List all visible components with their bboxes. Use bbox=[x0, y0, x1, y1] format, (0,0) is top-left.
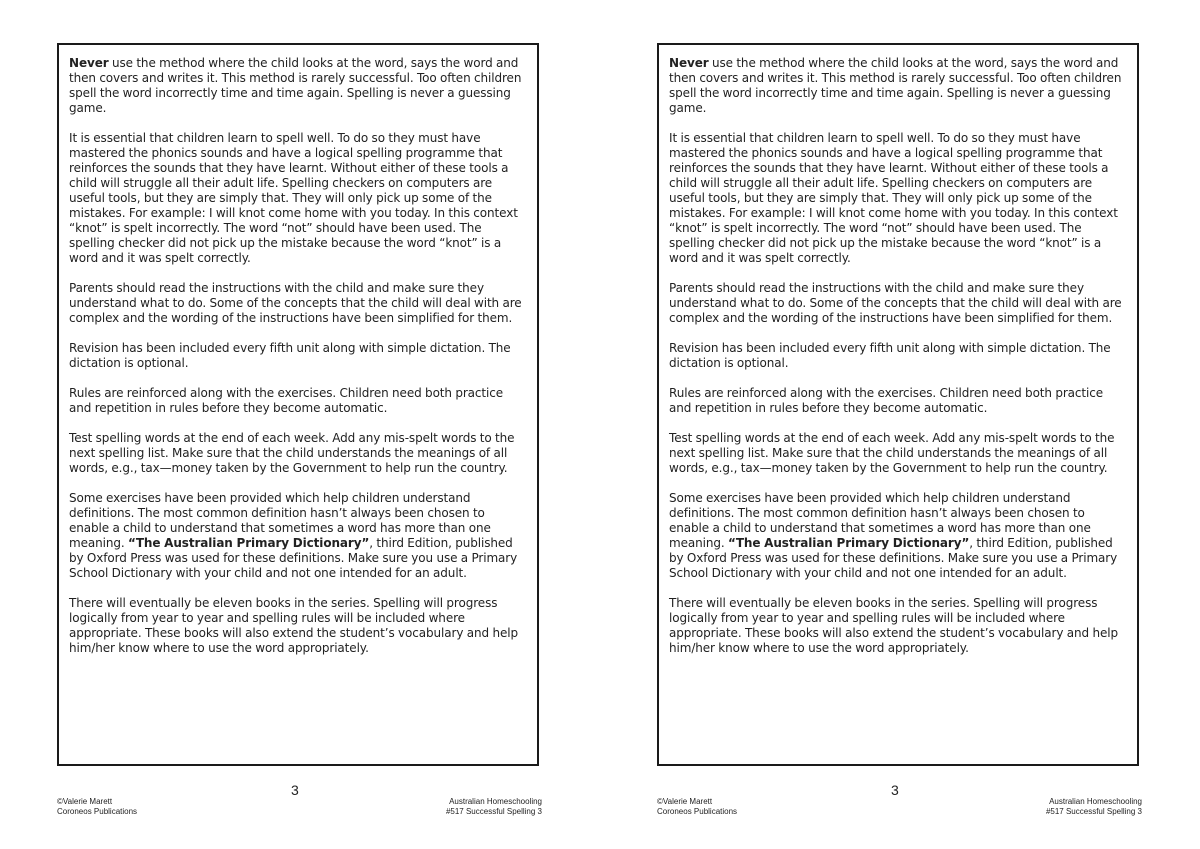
paragraph-5: Rules are reinforced along with the exercises. Children need both practice and repetition in rules before they become automatic. bbox=[69, 386, 504, 415]
paragraph-7-text-2: , third Edition, published by Oxford Press was used for these definitions. Make sure you use a Primary School Dictionary with your child and not one intended for an adult. bbox=[669, 536, 1118, 580]
footer-author: ©Valerie Marett bbox=[57, 797, 113, 806]
paragraph-7-text-2: , third Edition, published by Oxford Press was used for these definitions. Make sure you use a Primary School Dictionary with your child and not one intended for an adult. bbox=[69, 536, 518, 580]
paragraph-4: Revision has been included every fifth unit along with simple dictation. The dictation is optional. bbox=[69, 341, 511, 370]
page-number: 3 bbox=[891, 782, 899, 798]
paragraph-3: Parents should read the instructions with the child and make sure they understand what to do. Some of the concepts that the child will deal with are complex and the wording of the instructions have been simplified for them. bbox=[669, 281, 1122, 325]
footer-right bbox=[1046, 797, 1142, 817]
footer-left bbox=[657, 797, 737, 817]
paragraph-7-text: Some exercises have been provided which help children understand definitions. The most common definition hasn’t always been chosen to enable a child to understand that sometimes a word has more than one meaning. bbox=[69, 491, 491, 550]
paragraph-8: There will eventually be eleven books in the series. Spelling will progress logically from year to year and spelling rules will be included where appropriate. These books will also extend the student’s vocabulary and help him/her know where to use the word appropriately. bbox=[669, 596, 1119, 655]
paragraph-6: Test spelling words at the end of each week. Add any mis-spelt words to the next spelling list. Make sure that the child understands the meanings of all words, e.g., tax—money taken by the Government to help run the country. bbox=[69, 431, 515, 475]
footer-right bbox=[446, 797, 542, 817]
page-number: 3 bbox=[291, 782, 299, 798]
footer-book: #517 Successful Spelling 3 bbox=[1045, 807, 1142, 816]
paragraph-6: Test spelling words at the end of each week. Add any mis-spelt words to the next spelling list. Make sure that the child understands the meanings of all words, e.g., tax—money taken by the Government to help run the country. bbox=[669, 431, 1115, 475]
emphasis-never: Never bbox=[669, 56, 709, 70]
footer-org: Australian Homeschooling bbox=[449, 797, 542, 806]
paragraph-1 bbox=[669, 56, 1127, 116]
paragraph-5: Rules are reinforced along with the exercises. Children need both practice and repetition in rules before they become automatic. bbox=[669, 386, 1104, 415]
paragraph-1-text: use the method where the child looks at the word, says the word and then covers and writes it. This method is rarely successful. Too often children spell the word incorrectly time and time again. Spelling is never a guessing game. bbox=[669, 56, 1122, 115]
paragraph-2: It is essential that children learn to spell well. To do so they must have mastered the phonics sounds and have a logical spelling programme that reinforces the sounds that they have learnt. Without either of these tools a child will struggle all their adult life. Spelling checkers on computers are useful tools, but they are simply that. They will only pick up some of the mistakes. For example: I will knot come home with you today. In this context “knot” is spelt incorrectly. The word “not” should have been used. The spelling checker did not pick up the mistake because the word “knot” is a word and it was spelt correctly. bbox=[69, 131, 518, 265]
paragraph-7 bbox=[69, 491, 527, 581]
footer-author: ©Valerie Marett bbox=[657, 797, 713, 806]
paragraph-4: Revision has been included every fifth unit along with simple dictation. The dictation is optional. bbox=[669, 341, 1111, 370]
footer-org: Australian Homeschooling bbox=[1049, 797, 1142, 806]
paragraph-8: There will eventually be eleven books in the series. Spelling will progress logically from year to year and spelling rules will be included where appropriate. These books will also extend the student’s vocabulary and help him/her know where to use the word appropriately. bbox=[69, 596, 519, 655]
text-frame bbox=[57, 43, 539, 766]
footer-left bbox=[57, 797, 137, 817]
paragraph-2: It is essential that children learn to spell well. To do so they must have mastered the phonics sounds and have a logical spelling programme that reinforces the sounds that they have learnt. Without either of these tools a child will struggle all their adult life. Spelling checkers on computers are useful tools, but they are simply that. They will only pick up some of the mistakes. For example: I will knot come home with you today. In this context “knot” is spelt incorrectly. The word “not” should have been used. The spelling checker did not pick up the mistake because the word “knot” is a word and it was spelt correctly. bbox=[669, 131, 1118, 265]
dictionary-title: “The Australian Primary Dictionary” bbox=[728, 536, 970, 550]
dictionary-title: “The Australian Primary Dictionary” bbox=[128, 536, 370, 550]
footer-publisher: Coroneos Publications bbox=[57, 807, 138, 816]
paragraph-1 bbox=[69, 56, 527, 116]
page-right bbox=[600, 0, 1200, 849]
paragraph-1-text: use the method where the child looks at the word, says the word and then covers and writes it. This method is rarely successful. Too often children spell the word incorrectly time and time again. Spelling is never a guessing game. bbox=[69, 56, 522, 115]
paragraph-3: Parents should read the instructions with the child and make sure they understand what to do. Some of the concepts that the child will deal with are complex and the wording of the instructions have been simplified for them. bbox=[69, 281, 522, 325]
footer-book: #517 Successful Spelling 3 bbox=[445, 807, 542, 816]
text-frame bbox=[657, 43, 1139, 766]
footer-publisher: Coroneos Publications bbox=[657, 807, 738, 816]
paragraph-7 bbox=[669, 491, 1127, 581]
emphasis-never: Never bbox=[69, 56, 109, 70]
paragraph-7-text: Some exercises have been provided which help children understand definitions. The most common definition hasn’t always been chosen to enable a child to understand that sometimes a word has more than one meaning. bbox=[669, 491, 1091, 550]
